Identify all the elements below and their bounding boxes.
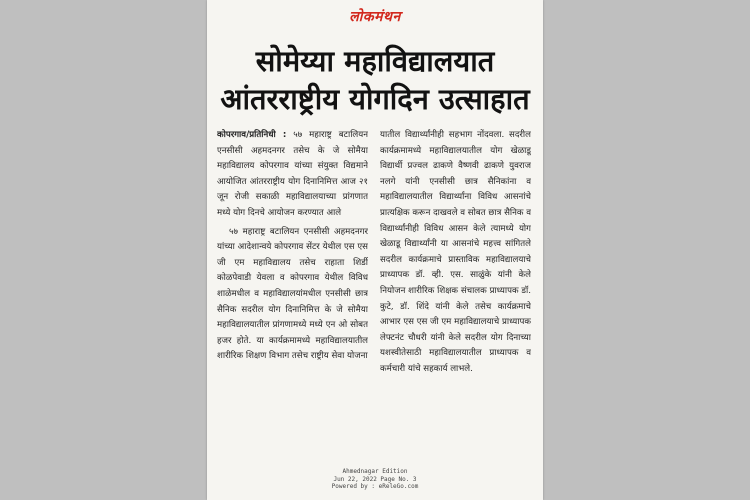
headline-line-2: आंतरराष्ट्रीय योगदिन उत्साहात	[220, 82, 530, 116]
footer-powered-by: Powered by : eReleGo.com	[331, 483, 419, 490]
article-paragraph: यातील विद्यार्थ्यांनीही सहभाग नोंदवला. सदरील कार्यक्रमामध्ये महाविद्यालयातील योग खेळाडू विद्यार्थी प्रज्वल ढाकणे वैष्णवी ढाकणे युवराज नलगे यांनी एनसीसी छात्र सैनिकांना व महाविद्यालयातील विद्यार्थ्यांना विविध आसनांचे प्रात्यक्षिक करून दाखवले व सोबत छात्र सैनिक व विद्यार्थ्यांनीही विविध आसन केले त्यामध्ये योग खेळाडू विद्यार्थ्यांनी या आसनांचे महत्त्व सांगितले सदरील कार्यक्रमाचे प्रास्ताविक महाविद्यालयाचे प्राध्यापक डॉ. व्ही. एस. साळुंके यांनी केले नियोजन शारीरिक शिक्षक संचालक प्राध्यापक डॉ. कुटे, डॉ. शिंदे यांनी केले तसेच कार्यक्रमाचे आभार एस एस जी एम महाविद्यालयाचे प्राध्यापक लेफ्टनंट चौधरी यांनी केले सदरील योग दिनाच्या यशस्वीतेसाठी महाविद्यालयातील प्राध्यापक व कर्मचारी यांचे सहकार्य लाभले.	[380, 130, 531, 374]
paragraph-text: ५७ महाराष्ट्र बटालियन एनसीसी अहमदनगर तसेच के जे सोमैया महाविद्यालय कोपरगाव यांच्या संयुक्त विद्यमाने आयोजित आंतरराष्ट्रीय योग दिनानिमित्त आज २१ जून रोजी सकाळी महाविद्यालयाच्या प्रांगणात मध्ये योग दिनचे आयोजन करण्यात आले	[217, 130, 368, 218]
newspaper-page	[207, 0, 543, 500]
edition-footer	[207, 468, 543, 491]
article-body	[217, 128, 531, 466]
article-headline	[213, 42, 537, 118]
footer-date-page: Jun 22, 2022 Page No. 3	[333, 475, 417, 483]
article-column-1	[217, 128, 368, 466]
dateline: कोपरगाव/प्रतिनिधी :	[217, 130, 287, 140]
headline-line-1: सोमेय्या महाविद्यालयात	[255, 44, 495, 78]
article-paragraph: ५७ महाराष्ट्र बटालियन एनसीसी अहमदनगर यांच्या आदेशान्वये कोपरगाव सेंटर येथील एस एस जी एम महाविद्यालय तसेच राहाता शिर्डी कोळपेवाडी येवला व कोपरगाव येथील विविध शाळेमधील व महाविद्यालयांमधील एनसीसी छात्र सैनिक सदरील योग दिनानिमित्त के जे सोमैया महाविद्यालयातील प्रांगणामध्ये मध्ये एन ओ सोबत हजर होते. या कार्यक्रमामध्ये महाविद्यालयातील शारीरिक शिक्षण विभाग तसेच राष्ट्रीय सेवा योजना	[217, 226, 368, 362]
article-paragraph	[217, 128, 368, 222]
masthead-logo: लोकमंथन	[349, 9, 401, 25]
article-column-2	[380, 128, 531, 466]
footer-edition: Ahmednagar Edition	[342, 468, 408, 475]
